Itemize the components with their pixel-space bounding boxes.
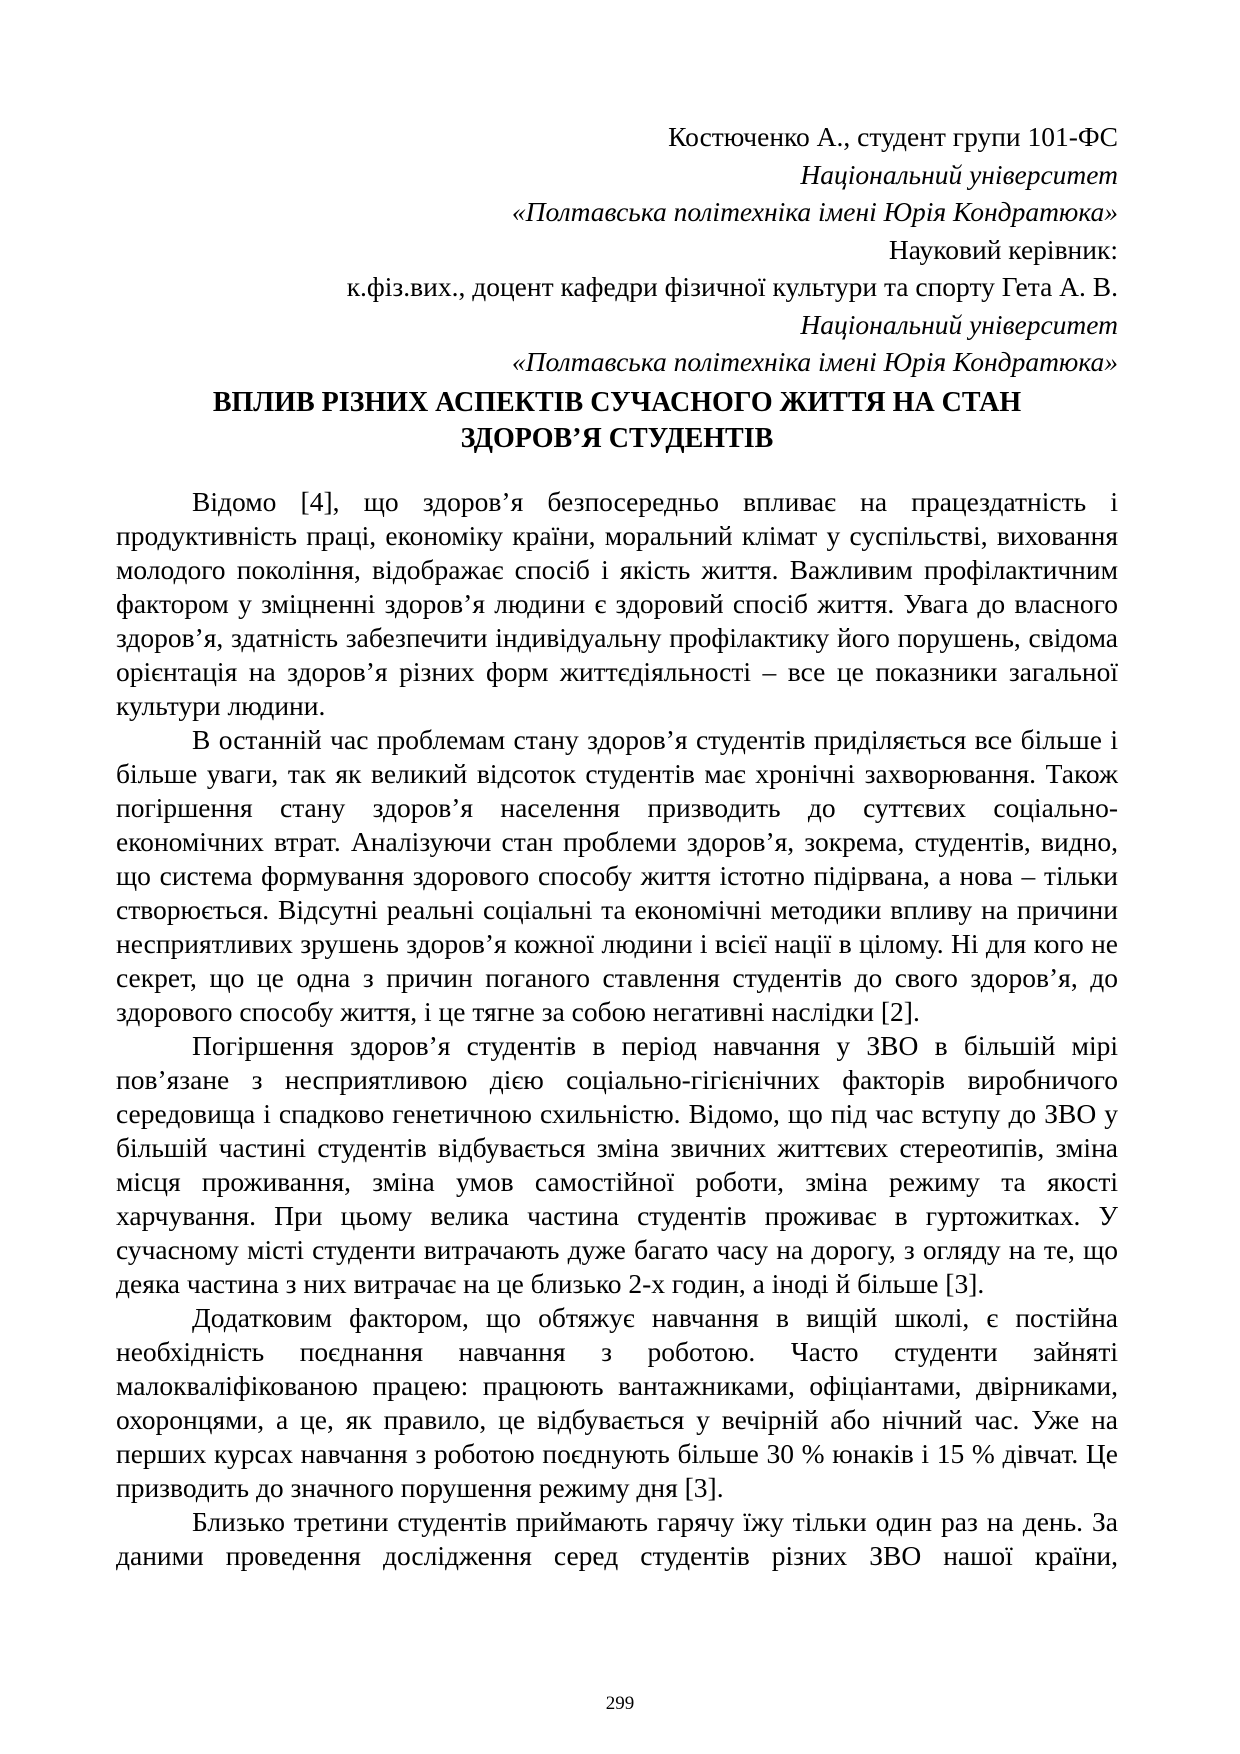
article-title-line-2: ЗДОРОВ’Я СТУДЕНТІВ <box>460 423 774 454</box>
author-info-block <box>138 118 1118 381</box>
supervisor-university-name: «Полтавська політехніка імені Юрія Кондратюка» <box>511 346 1118 377</box>
article-title-line-1: ВПЛИВ РІЗНИХ АСПЕКТІВ СУЧАСНОГО ЖИТТЯ НА СТАН <box>212 387 1022 418</box>
paragraph-2: В останній час проблемам стану здоров’я студентів приділяється все більше і більше уваги, так як великий відсоток студентів має хронічні захворювання. Також погіршення стану здоров’я населення призводить до суттєвих соціально-економічних втрат. Аналізуючи стан проблеми здоров’я, зокрема, студентів, видно, що система формування здорового способу життя істотно підірвана, а нова – тільки створюється. Відсутні реальні соціальні та економічні методики впливу на причини несприятливих зрушень здоров’я кожної людини і всієї нації в цілому. Ні для кого не секрет, що це одна з причин поганого ставлення студентів до свого здоров’я, до здорового способу життя, і це тягне за собою негативні наслідки [2]. <box>116 724 1118 1027</box>
page-number: 299 <box>605 1693 635 1714</box>
paragraph-3: Погіршення здоров’я студентів в період навчання у ЗВО в більшій мірі пов’язане з несприятливою дією соціально-гігієнічних факторів виробничого середовища і спадково генетичною схильністю. Відомо, що під час вступу до ЗВО у більшій частині студентів відбувається зміна звичних життєвих стереотипів, зміна місця проживання, зміна умов самостійної роботи, зміна режиму та якості харчування. При цьому велика частина студентів проживає в гуртожитках. У сучасному місті студенти витрачають дуже багато часу на дорогу, з огляду на те, що деяка частина з них витрачає на це близько 2-х годин, а іноді й більше [3]. <box>116 1030 1118 1299</box>
article-body <box>116 485 1118 1573</box>
article-title <box>116 385 1118 457</box>
supervisor-name: к.фіз.вих., доцент кафедри фізичної культури та спорту Гета А. В. <box>346 271 1118 302</box>
supervisor-university: Національний університет <box>800 308 1118 340</box>
author-university-name: «Полтавська політехніка імені Юрія Кондратюка» <box>511 196 1118 227</box>
author-university: Національний університет <box>800 158 1118 190</box>
supervisor-label: Науковий керівник: <box>888 233 1118 265</box>
paragraph-5: Близько третини студентів приймають гарячу їжу тільки один раз на день. За даними проведення дослідження серед студентів різних ЗВО нашої країни, <box>116 1506 1118 1571</box>
paragraph-1: Відомо [4], що здоров’я безпосередньо впливає на працездатність і продуктивність праці, економіку країни, моральний клімат у суспільстві, виховання молодого покоління, відображає спосіб і якість життя. Важливим профілактичним фактором у зміцненні здоров’я людини є здоровий спосіб життя. Увага до власного здоров’я, здатність забезпечити індивідуальну профілактику його порушень, свідома орієнтація на здоров’я різних форм життєдіяльності – все це показники загальної культури людини. <box>116 486 1118 721</box>
author-name: Костюченко А., студент групи 101-ФС <box>668 121 1118 152</box>
paragraph-4: Додатковим фактором, що обтяжує навчання в вищій школі, є постійна необхідність поєднання навчання з роботою. Часто студенти зайняті малокваліфікованою працею: працюють вантажниками, офіціантами, двірниками, охоронцями, а це, як правило, це відбувається у вечірній або нічний час. Уже на перших курсах навчання з роботою поєднують більше 30 % юнаків і 15 % дівчат. Це призводить до значного порушення режиму дня [3]. <box>116 1302 1118 1503</box>
